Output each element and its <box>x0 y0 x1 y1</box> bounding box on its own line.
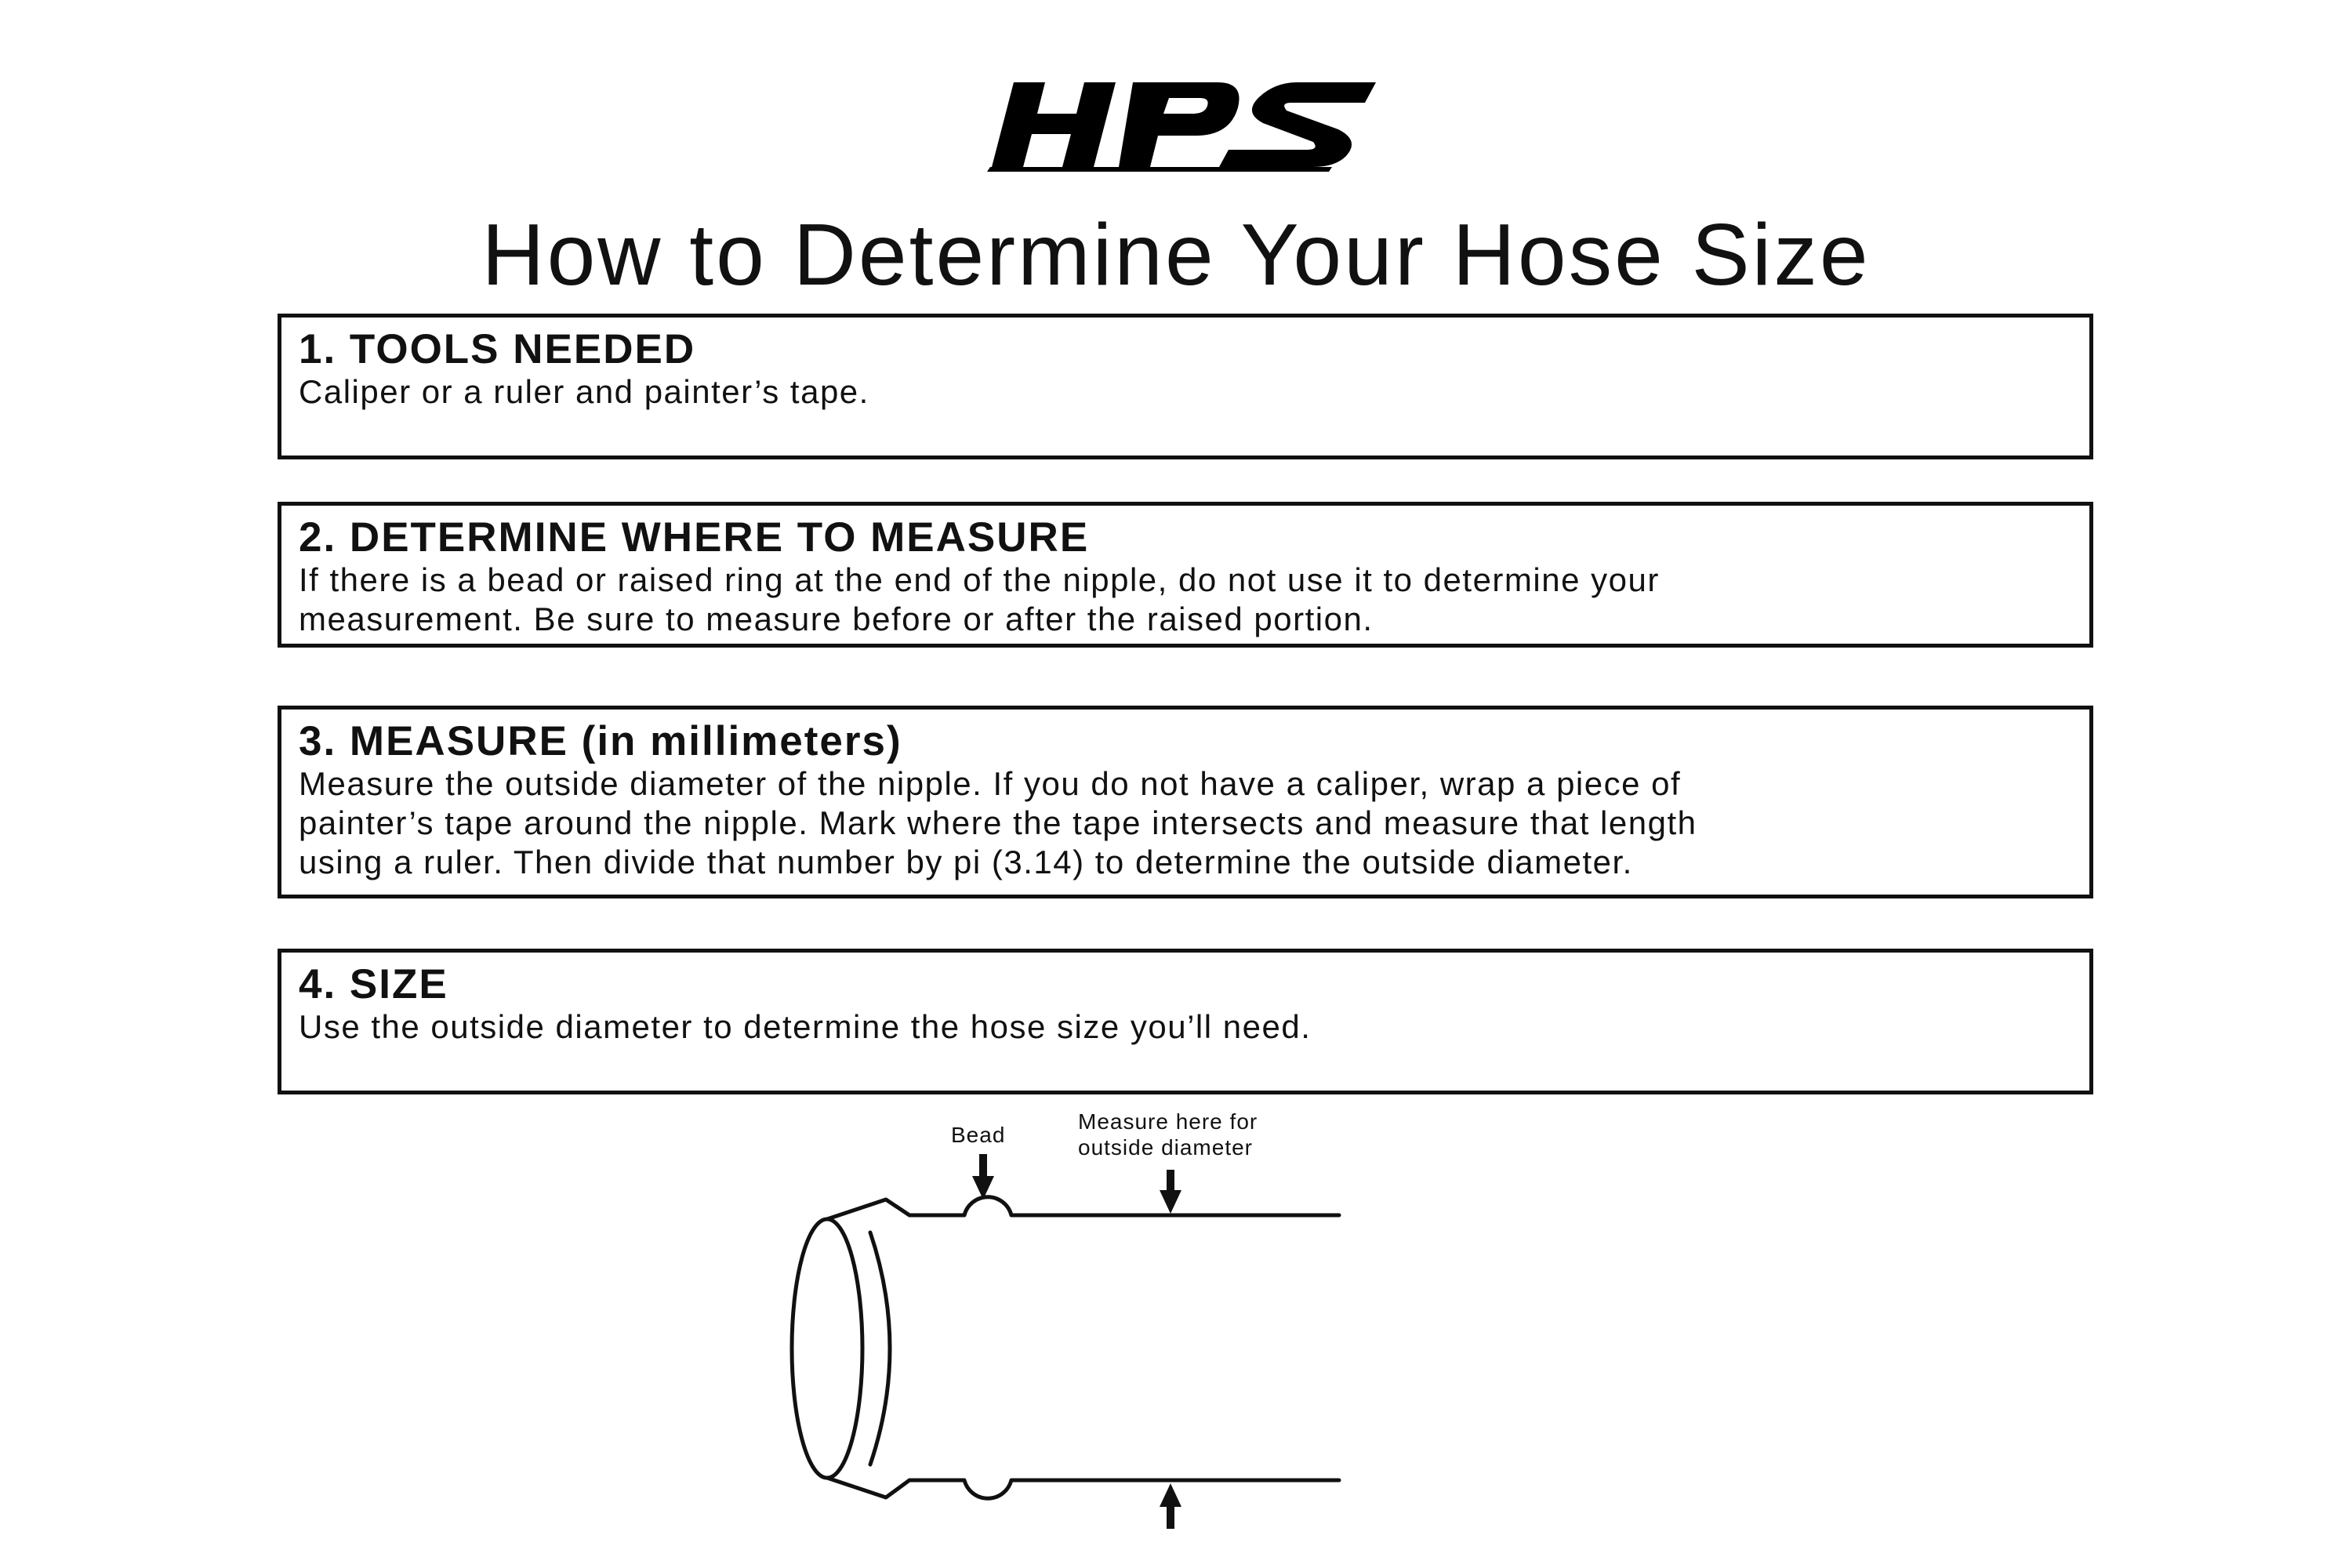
step-text-line: painter’s tape around the nipple. Mark where the tape intersects and measure that length <box>299 804 1697 841</box>
bead-label: Bead <box>951 1123 1006 1147</box>
step-text-line: measurement. Be sure to measure before or after the raised portion. <box>299 601 1374 637</box>
step-text-line: If there is a bead or raised ring at the end of the nipple, do not use it to determine your <box>299 561 1660 598</box>
step-title: 1. TOOLS NEEDED <box>299 326 696 372</box>
page-title: How to Determine Your Hose Size <box>481 206 1871 303</box>
step-title: 2. DETERMINE WHERE TO MEASURE <box>299 514 1090 561</box>
measure-label-line1: Measure here for <box>1078 1109 1258 1134</box>
nipple-end-face <box>792 1219 862 1478</box>
nipple-inner-rim <box>870 1232 890 1465</box>
hps-logo <box>984 74 1384 176</box>
step-tools-needed <box>278 314 2093 459</box>
step-text-line: Caliper or a ruler and painter’s tape. <box>299 373 869 410</box>
step-title: 3. MEASURE (in millimeters) <box>299 718 902 764</box>
step-text-line: using a ruler. Then divide that number by pi (3.14) to determine the outside diameter. <box>299 844 1633 880</box>
measure-arrow-bottom-shaft <box>1167 1505 1174 1529</box>
step-where-to-measure <box>278 502 2093 648</box>
nipple-bottom-contour <box>827 1478 1339 1498</box>
hose-nipple-diagram <box>776 1098 1372 1537</box>
nipple-top-contour <box>827 1197 1339 1219</box>
measure-label-line2: outside diameter <box>1078 1135 1254 1160</box>
measure-arrow-top-shaft <box>1167 1170 1174 1192</box>
step-measure <box>278 706 2093 898</box>
bead-arrow-shaft <box>979 1154 987 1178</box>
measure-arrow-bottom-head <box>1160 1483 1181 1507</box>
step-text-line: Use the outside diameter to determine the hose size you’ll need. <box>299 1008 1312 1045</box>
step-text-line: Measure the outside diameter of the nipple. If you do not have a caliper, wrap a piece of <box>299 765 1682 802</box>
step-title: 4. SIZE <box>299 961 448 1007</box>
measure-arrow-top-head <box>1160 1190 1181 1214</box>
step-size <box>278 949 2093 1094</box>
